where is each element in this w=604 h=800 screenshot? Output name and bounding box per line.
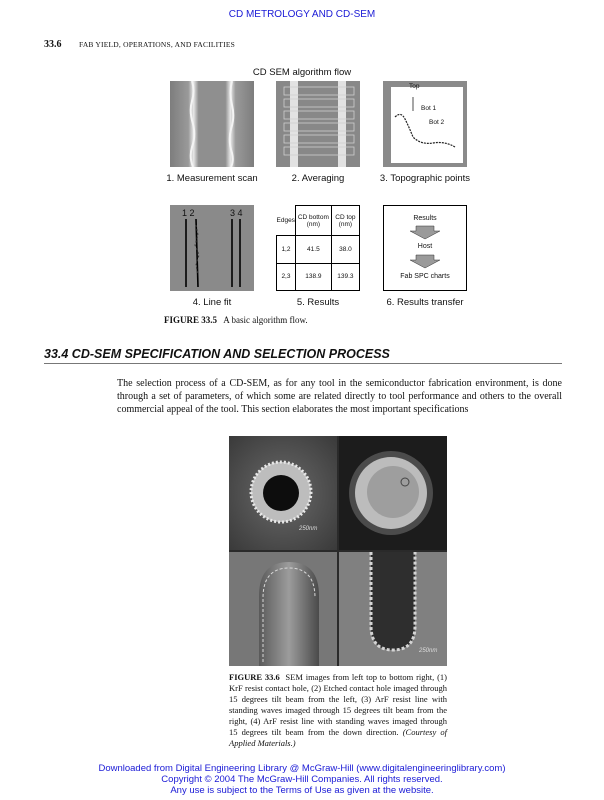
topographic-curve	[383, 81, 467, 167]
results-cell: 41.5	[295, 236, 331, 264]
section-divider	[44, 363, 562, 364]
figure-33-6-images	[229, 436, 447, 666]
sem-image-grid	[229, 436, 447, 666]
panel-measurement-scan	[170, 81, 254, 167]
transfer-step-results: Results	[413, 215, 437, 222]
footer-line-1[interactable]: Downloaded from Digital Engineering Library @ McGraw-Hill (www.digitalengineeringlibrary.com)	[98, 763, 506, 774]
panel-label-averaging: 2. Averaging	[291, 173, 345, 184]
transfer-step-host: Host	[417, 243, 433, 250]
figure-33-5-title: CD SEM algorithm flow	[252, 67, 352, 78]
page-number: 33.6	[44, 39, 62, 50]
panel-label-results-transfer: 6. Results transfer	[386, 297, 464, 308]
panel-label-results: 5. Results	[296, 297, 340, 308]
figure-33-6-label: FIGURE 33.6	[229, 672, 280, 682]
panel-results-transfer	[383, 205, 467, 291]
panel-label-topographic-points: 3. Topographic points	[379, 173, 471, 184]
body-paragraph: The selection process of a CD-SEM, as for any tool in the semiconductor fabrication environment, is done through a set of parameters, of which some are related directly to tool performance and others to the overall commercial appeal of the tool. This section elaborates the most important specifications	[117, 378, 562, 415]
figure-33-5-caption-text: A basic algorithm flow.	[223, 315, 308, 325]
running-header: CD METROLOGY AND CD-SEM	[228, 9, 376, 20]
panel-averaging	[276, 81, 360, 167]
page-section-title: FAB YIELD, OPERATIONS, AND FACILITIES	[79, 40, 236, 49]
section-heading: 33.4 CD-SEM SPECIFICATION AND SELECTION PROCESS	[44, 347, 390, 361]
results-row	[277, 263, 360, 291]
figure-33-6-caption-text: SEM images from left top to bottom right, (1) KrF resist contact hole, (2) Etched contact hole imaged through 15 degrees tilt beam from the left, (3) ArF resist line with standing waves imaged through 15 degrees tilt beam from the right, (4) ArF resist line with standing waves imaged through 15 degrees tilt beam from the down direction.	[229, 672, 448, 737]
footer-line-3[interactable]: Any use is subject to the Terms of Use as given at the website.	[170, 785, 434, 796]
footer	[0, 763, 604, 796]
results-cell: 2,3	[277, 263, 296, 291]
panel-results	[276, 205, 360, 291]
results-header-edges: Edges	[277, 206, 296, 236]
topo-label-bot2: Bot 2	[429, 119, 445, 126]
scale-bar-label-2: 250nm	[419, 648, 438, 654]
results-cell: 38.0	[331, 236, 359, 264]
figure-33-6-caption	[229, 672, 447, 749]
results-table	[276, 205, 360, 291]
figure-33-5-label: FIGURE 33.5	[164, 315, 218, 325]
results-row	[277, 236, 360, 264]
results-header-cd-bottom: CD bottom (nm)	[295, 206, 331, 236]
panel-label-measurement-scan: 1. Measurement scan	[166, 173, 258, 184]
transfer-step-spc: Fab SPC charts	[400, 273, 450, 280]
figure-33-6-courtesy: (Courtesy of Applied Materials.)	[229, 727, 447, 748]
results-cell: 139.3	[331, 263, 359, 291]
panel-topographic-points	[383, 81, 467, 167]
results-header-cd-top: CD top (nm)	[331, 206, 359, 236]
line-fit-label-left: 1 2	[182, 208, 195, 218]
results-cell: 138.9	[295, 263, 331, 291]
line-fit-label-right: 3 4	[230, 208, 243, 218]
footer-line-2: Copyright © 2004 The McGraw-Hill Companies. All rights reserved.	[161, 774, 443, 785]
panel-label-line-fit: 4. Line fit	[192, 297, 232, 308]
topo-label-top: Top	[409, 83, 420, 90]
topo-label-bot1: Bot 1	[421, 105, 437, 112]
averaging-image	[276, 81, 360, 167]
results-cell: 1,2	[277, 236, 296, 264]
figure-33-5-caption	[164, 315, 308, 325]
measurement-scan-image	[170, 81, 254, 167]
scale-bar-label-1: 250nm	[299, 526, 318, 532]
line-fit-lines	[170, 205, 254, 291]
panel-line-fit	[170, 205, 254, 291]
